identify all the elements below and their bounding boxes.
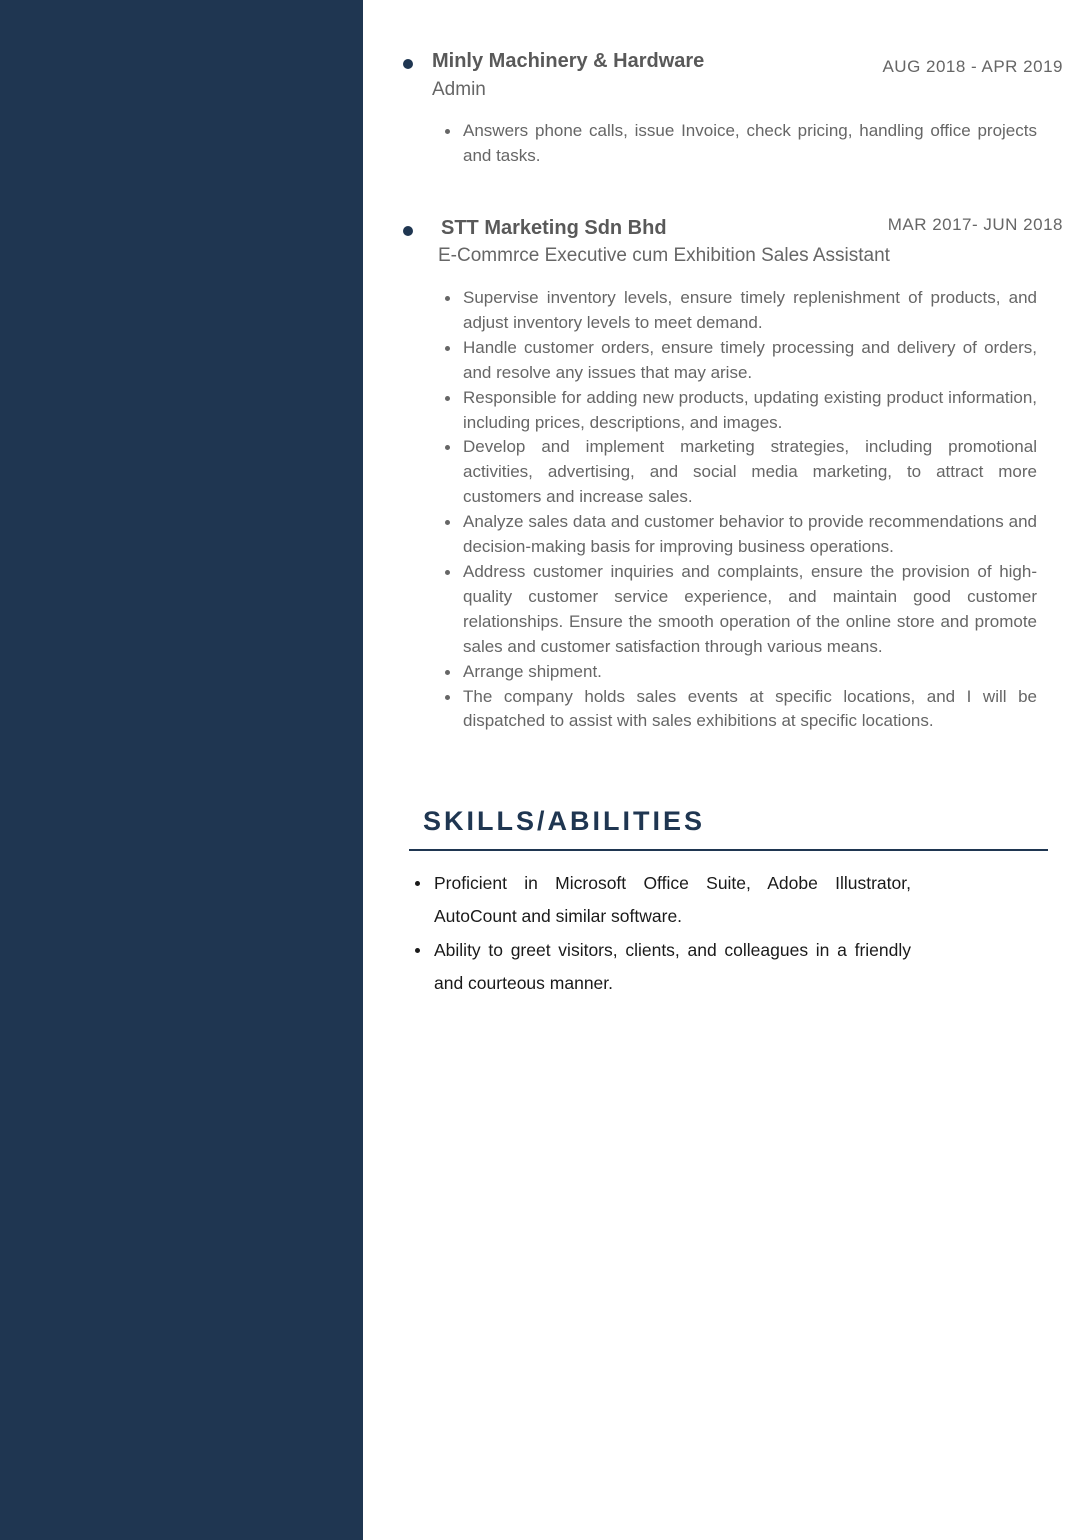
- duty-item: Answers phone calls, issue Invoice, check pricing, handling office projects and tasks.: [443, 119, 1037, 169]
- duty-list: [443, 119, 1037, 169]
- duty-item: The company holds sales events at specific locations, and I will be dispatched to assist with sales exhibitions at specific locations.: [443, 685, 1037, 735]
- skill-item: Proficient in Microsoft Office Suite, Adobe Illustrator, AutoCount and similar software.: [414, 867, 911, 934]
- duty-item: Develop and implement marketing strategies, including promotional activities, advertising, and social media marketing, to attract more customers and increase sales.: [443, 435, 1037, 510]
- job-title: E-Commrce Executive cum Exhibition Sales Assistant: [438, 245, 890, 266]
- skills-list: [414, 867, 911, 1000]
- company-name: STT Marketing Sdn Bhd: [441, 217, 667, 239]
- entry-bullet-icon: [403, 226, 413, 236]
- duty-item: Address customer inquiries and complaints, ensure the provision of high-quality customer service experience, and maintain good customer relationships. Ensure the smooth operation of the online store and promote sales and customer satisfaction through various means.: [443, 560, 1037, 660]
- skills-section-title: SKILLS/ABILITIES: [423, 806, 706, 836]
- duty-item: Analyze sales data and customer behavior to provide recommendations and decision-making basis for improving business operations.: [443, 510, 1037, 560]
- employment-dates: AUG 2018 - APR 2019: [882, 57, 1063, 76]
- duty-item: Supervise inventory levels, ensure timely replenishment of products, and adjust inventory levels to meet demand.: [443, 286, 1037, 336]
- company-name: Minly Machinery & Hardware: [432, 50, 705, 72]
- duty-item: Arrange shipment.: [443, 660, 1037, 685]
- skill-item: Ability to greet visitors, clients, and colleagues in a friendly and courteous manner.: [414, 934, 911, 1001]
- employment-dates: MAR 2017- JUN 2018: [887, 215, 1063, 234]
- duty-item: Responsible for adding new products, updating existing product information, including prices, descriptions, and images.: [443, 386, 1037, 436]
- entry-bullet-icon: [403, 59, 413, 69]
- section-divider: [409, 849, 1048, 851]
- duty-list: [443, 286, 1037, 734]
- sidebar-panel: [0, 0, 363, 1540]
- duty-item: Handle customer orders, ensure timely processing and delivery of orders, and resolve any issues that may arise.: [443, 336, 1037, 386]
- job-title: Admin: [432, 79, 486, 100]
